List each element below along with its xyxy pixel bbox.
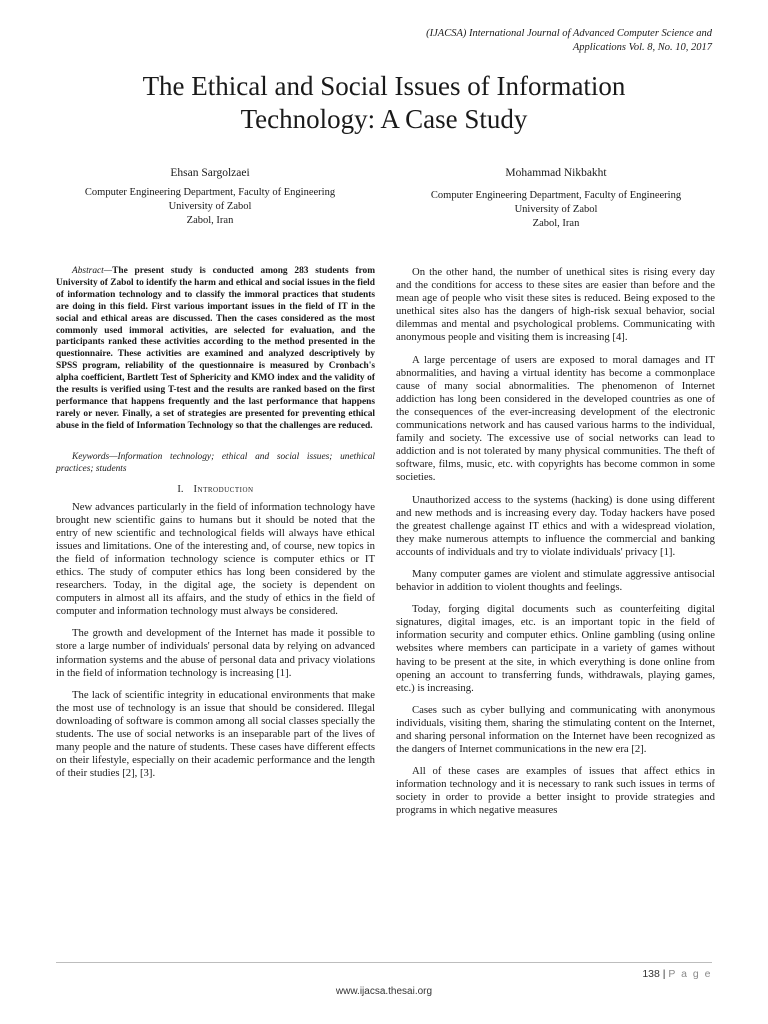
keywords: Keywords—Information technology; ethical and social issues; unethical practices; students [56,451,375,474]
author-university: University of Zabol [168,201,252,212]
section-number: I. [177,483,184,495]
body-paragraph: Many computer games are violent and stimulate aggressive antisocial behavior in addition to violent thoughts and feelings. [396,567,715,594]
journal-header-line-2: Applications Vol. 8, No. 10, 2017 [572,42,712,53]
body-paragraph: On the other hand, the number of unethical sites is rising every day and the conditions for access to these sites are easier than before and the mean age of people who visit these sites is reduced. Being exposed to the unethical sites also has the dangers of high-risk sexual behavior, social dilemmas and mental and psychological problems. Communicating with anonymous people and visiting them is increasing [4]. [396,266,715,344]
page-number-value: 138 [642,968,660,980]
abstract-label: Abstract— [72,266,113,276]
body-paragraph: The lack of scientific integrity in educational environments that make the most use of technology is an issue that should be considered. Illegal downloading of software is common among all social classes specially the students. The use of social networks is an inseparable part of the lives of many people and the nature of students. These cases have different effects on their lifestyle, especially on their academic performance and the length of their studies [2], [3]. [56,688,375,780]
footer-divider [56,962,712,963]
journal-header-line-1: (IJACSA) International Journal of Advanced Computer Science and [426,28,712,39]
author-block-2 [386,166,726,231]
paper-title-line-2: Technology: A Case Study [240,104,528,134]
body-paragraph: A large percentage of users are exposed to moral damages and IT abnormalities, and having a virtual identity has become a commonplace cause of many social abnormalities. The phenomenon of Internet addiction has long been considered in the developed countries as one of the consequences of the ever-increasing development of the electronic communications network and has caused various harms to the individual, family and society. The excessive use of social networks can lead to addiction and is not tolerated by many physical communities. The theft of software, films, music, etc. with copyrights has become common in some societies. [396,353,715,484]
author-name: Ehsan Sargolzaei [170,167,250,179]
author-city: Zabol, Iran [532,218,580,229]
body-paragraph: Unauthorized access to the systems (hacking) is done using different and new methods and is increasing every day. Today hackers have posed the greatest challenge against IT ethics and with a widespread violation, they make numerous attempts to influence the commercial and banking accounts of individuals and try to violate individuals' privacy [1]. [396,493,715,558]
page-label: P a g e [668,968,712,980]
author-department: Computer Engineering Department, Faculty of Engineering [430,190,682,201]
author-name: Mohammad Nikbakht [505,167,607,179]
author-block-1 [40,166,380,228]
abstract-text: The present study is conducted among 283 students from University of Zabol to identify the harm and ethical and social issues in the field of information technology and to classify the immoral practices that students are doing in this field. First various important issues in the field of IT in the social and ethical areas are discussed. Then the cases considered as the most commonly used immoral activities, are selected for evaluation, and the participants ranked these activities according to the method presented in the questionnaire. These activities are examined and analyzed descriptively by SPSS program, reliability of the questionnaire is measured by Cronbach's alpha coefficient, Bartlett Test of Sphericity and KMO index and the validity of the results is verified using T-test and the results are ranked based on the first performance that happens frequently and the last performance that happens rarely or never. Finally, a set of strategies are presented for preventing ethical abuse in the field of Information Technology so that the challenges are reduced. [56,266,375,431]
page-number [642,968,712,980]
author-university: University of Zabol [514,204,598,215]
paper-title [60,70,708,136]
body-paragraph: The growth and development of the Internet has made it possible to store a large number of individuals' personal data by relying on advanced information systems and the abuse of personal data and privacy violations in the field of information technology is increasing [1]. [56,627,375,679]
section-heading-introduction [56,483,375,497]
paper-title-line-1: The Ethical and Social Issues of Information [142,71,626,101]
section-title: Introduction [193,483,254,495]
body-paragraph: Today, forging digital documents such as counterfeiting digital signatures, digital images, etc. is an important topic in the field of information security and computer ethics. Online gambling (using online websites where members can participate in a variety of games without having to be present at the site, in which everything is done online from opening an account to transferring funds, withdrawals, playing games, etc.) is increasing. [396,603,715,694]
left-column [56,266,375,789]
journal-website: www.ijacsa.thesai.org [335,986,433,997]
author-city: Zabol, Iran [186,215,234,226]
body-paragraph: Cases such as cyber bullying and communicating with anonymous individuals, visiting them, sharing the stimulating content on the Internet, and sharing personal information on the Internet have been recognized as the dangers of Internet communications in the new era [2]. [396,703,715,756]
journal-header [372,27,712,55]
author-department: Computer Engineering Department, Faculty of Engineering [84,187,336,198]
page-number-separator: | [659,968,669,980]
body-paragraph: New advances particularly in the field of information technology have brought new scientific gains to humans but it should be noted that the entry of new scientific and technological fields will always have ethical issues and limitations. One of the interesting and, of course, new topics in the field of information technology science is computer ethics or IT ethics. The study of computer ethics has long been considered by the researchers. Today, in the digital age, the society is dependent on computers in almost all its affairs, and the study of ethics in the field of computer and information technology must always be considered. [56,500,375,618]
right-column [396,266,715,827]
body-paragraph: All of these cases are examples of issues that affect ethics in information technology and it is necessary to rank such issues in terms of society in order to provide a better insight to provide strategies and programs in which negative measures [396,765,715,817]
abstract [56,266,375,433]
